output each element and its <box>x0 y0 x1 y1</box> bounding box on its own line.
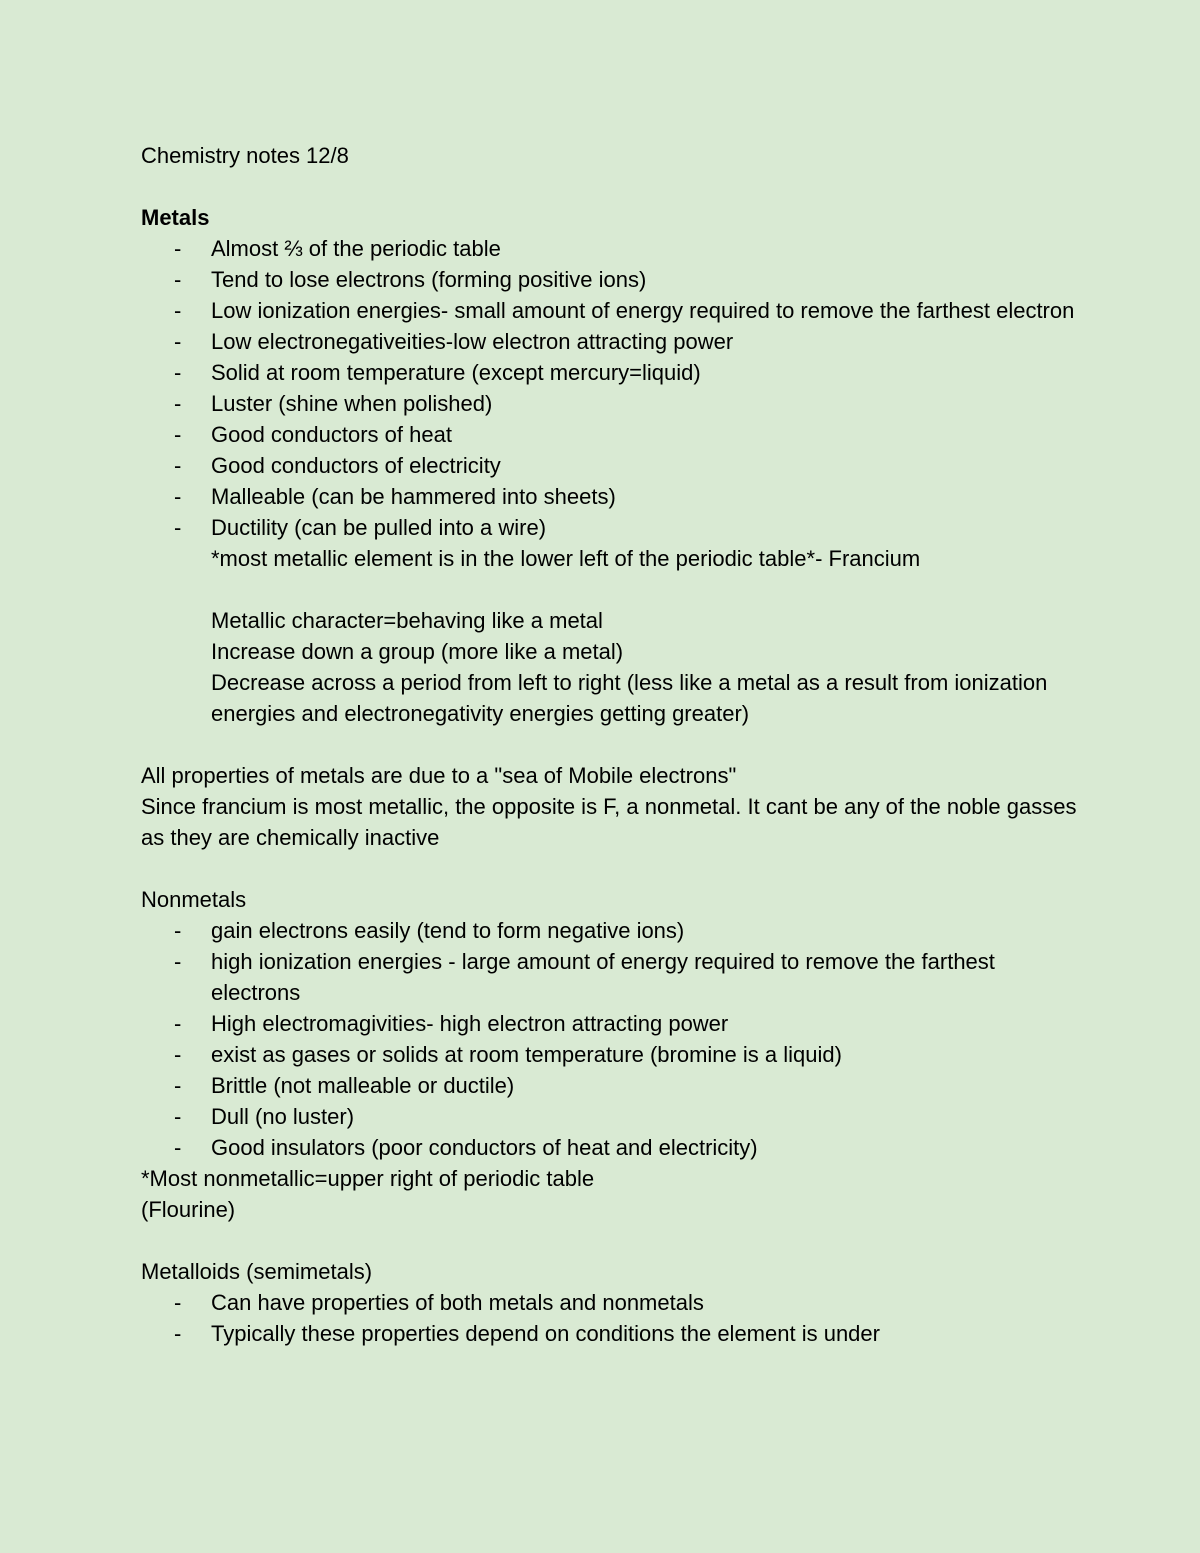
nonmetals-heading: Nonmetals <box>141 887 247 912</box>
list-item-text: high ionization energies - large amount of energy required to remove the farthest electrons <box>211 949 995 1005</box>
list-item-text: Dull (no luster) <box>211 1104 355 1129</box>
paragraph-francium-opposite: Since francium is most metallic, the opposite is F, a nonmetal. It cant be any of the noble gasses as they are chemically inactive <box>141 794 1083 850</box>
list-item-text: Luster (shine when polished) <box>211 391 493 416</box>
dash-bullet: - <box>174 391 182 416</box>
dash-bullet: - <box>174 1290 182 1315</box>
list-item <box>141 1070 1081 1101</box>
list-item <box>141 1101 1081 1132</box>
list-item-text: gain electrons easily (tend to form negative ions) <box>211 918 685 943</box>
dash-bullet: - <box>174 360 182 385</box>
list-item <box>141 946 1081 1008</box>
spacer <box>141 1225 1081 1256</box>
dash-bullet: - <box>174 484 182 509</box>
metalloids-heading: Metalloids (semimetals) <box>141 1259 373 1284</box>
list-item <box>141 1008 1081 1039</box>
list-item-text: Solid at room temperature (except mercury=liquid) <box>211 360 701 385</box>
dash-bullet: - <box>174 918 182 943</box>
metals-heading: Metals <box>141 205 210 230</box>
dash-bullet: - <box>174 453 182 478</box>
list-item-text: Almost ⅔ of the periodic table <box>211 236 501 261</box>
dash-bullet: - <box>174 329 182 354</box>
dash-bullet: - <box>174 1073 182 1098</box>
metals-list <box>141 233 1081 543</box>
dash-bullet: - <box>174 1011 182 1036</box>
list-item <box>141 419 1081 450</box>
list-item-text: exist as gases or solids at room temperature (bromine is a liquid) <box>211 1042 842 1067</box>
list-item <box>141 915 1081 946</box>
spacer <box>141 853 1081 884</box>
paragraph-sea-of-electrons: All properties of metals are due to a "sea of Mobile electrons" <box>141 763 737 788</box>
metallic-character-line: Increase down a group (more like a metal) <box>211 639 624 664</box>
list-item-text: Good conductors of heat <box>211 422 452 447</box>
dash-bullet: - <box>174 422 182 447</box>
list-item-text: Brittle (not malleable or ductile) <box>211 1073 515 1098</box>
list-item <box>141 295 1081 326</box>
document-body <box>141 140 1081 1349</box>
list-item-text: High electromagivities- high electron attracting power <box>211 1011 729 1036</box>
list-item-text: Low ionization energies- small amount of energy required to remove the farthest electron <box>211 298 1075 323</box>
dash-bullet: - <box>174 949 182 974</box>
metallic-character-line: Decrease across a period from left to right (less like a metal as a result from ionization energies and electronegativity energies getting greater) <box>211 670 1054 726</box>
list-item <box>141 1287 1081 1318</box>
spacer <box>141 574 1081 605</box>
list-item-text: Good insulators (poor conductors of heat and electricity) <box>211 1135 758 1160</box>
dash-bullet: - <box>174 236 182 261</box>
list-item <box>141 357 1081 388</box>
list-item <box>141 326 1081 357</box>
dash-bullet: - <box>174 1135 182 1160</box>
list-item <box>141 1132 1081 1163</box>
list-item <box>141 1318 1081 1349</box>
dash-bullet: - <box>174 267 182 292</box>
list-item <box>141 512 1081 543</box>
spacer <box>141 729 1081 760</box>
nonmetals-note: *Most nonmetallic=upper right of periodic table <box>141 1166 595 1191</box>
list-item-text: Can have properties of both metals and nonmetals <box>211 1290 704 1315</box>
dash-bullet: - <box>174 515 182 540</box>
document-title: Chemistry notes 12/8 <box>141 143 349 168</box>
list-item-text: Tend to lose electrons (forming positive ions) <box>211 267 647 292</box>
dash-bullet: - <box>174 1321 182 1346</box>
list-item <box>141 233 1081 264</box>
dash-bullet: - <box>174 1104 182 1129</box>
dash-bullet: - <box>174 298 182 323</box>
list-item <box>141 388 1081 419</box>
dash-bullet: - <box>174 1042 182 1067</box>
list-item-text: Good conductors of electricity <box>211 453 501 478</box>
list-item <box>141 450 1081 481</box>
list-item <box>141 264 1081 295</box>
nonmetals-list <box>141 915 1081 1163</box>
list-item-text: Low electronegativeities-low electron attracting power <box>211 329 734 354</box>
metallic-character-line: Metallic character=behaving like a metal <box>211 608 603 633</box>
metalloids-list <box>141 1287 1081 1349</box>
list-item-text: Typically these properties depend on conditions the element is under <box>211 1321 880 1346</box>
list-item <box>141 1039 1081 1070</box>
nonmetals-note-element: (Flourine) <box>141 1197 236 1222</box>
list-item <box>141 481 1081 512</box>
list-item-text: Ductility (can be pulled into a wire) <box>211 515 547 540</box>
spacer <box>141 171 1081 202</box>
metals-note: *most metallic element is in the lower left of the periodic table*- Francium <box>211 546 921 571</box>
list-item-text: Malleable (can be hammered into sheets) <box>211 484 616 509</box>
